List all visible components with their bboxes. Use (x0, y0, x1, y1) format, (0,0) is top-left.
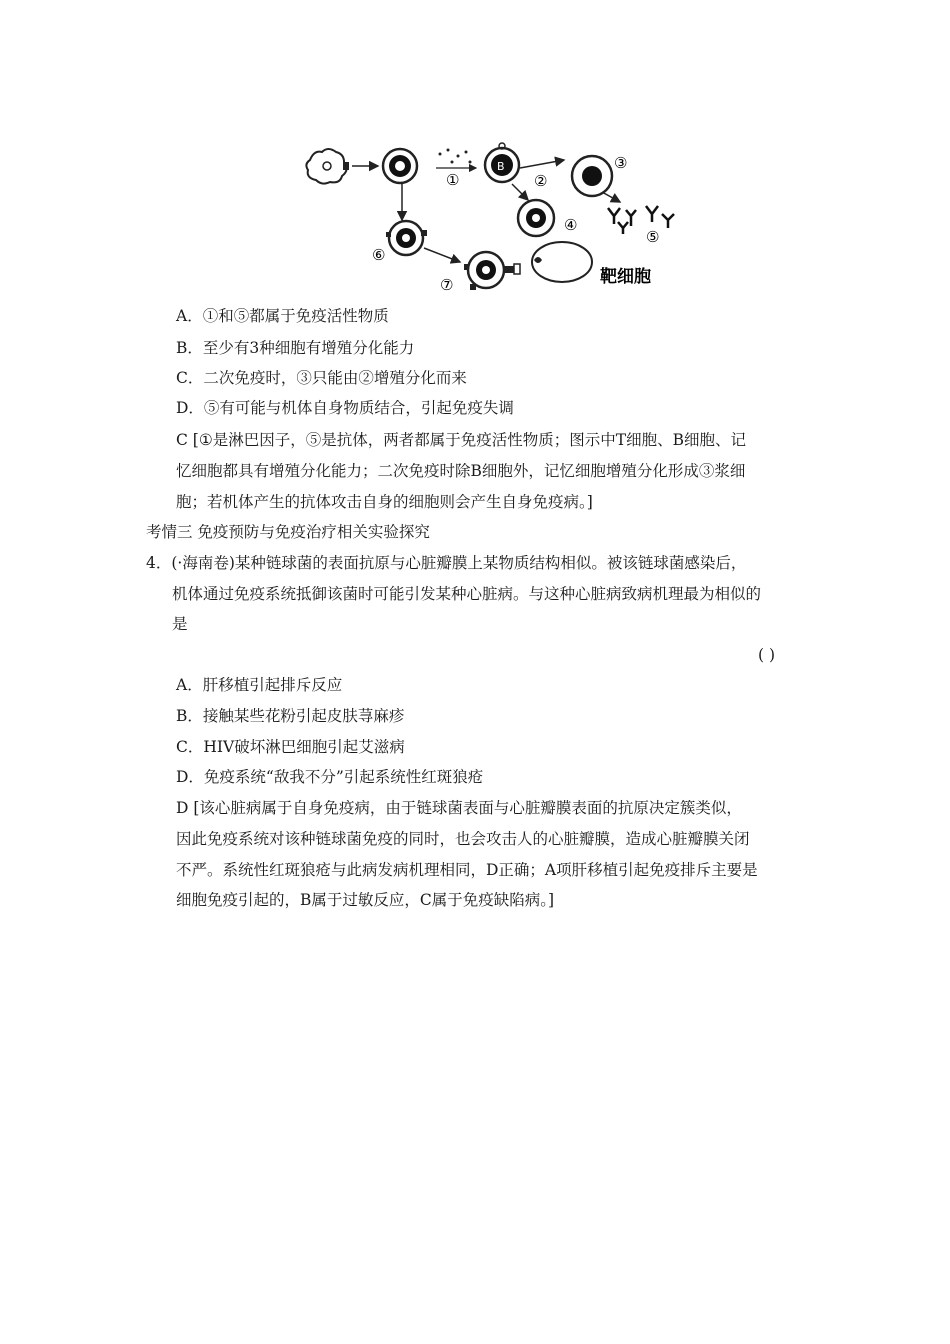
lymphokine-dots (439, 149, 472, 164)
arrow (602, 192, 620, 202)
label-2: ② (534, 172, 548, 190)
q4-stem-line-1: 4．(·海南卷)某种链球菌的表面抗原与心脏瓣膜上某物质结构相似。被该链球菌感染后， (146, 554, 747, 572)
q4-answer-line-4: 细胞免疫引起的，B属于过敏反应，C属于免疫缺陷病。] (176, 891, 555, 909)
q3-option-c: C．二次免疫时，③只能由②增殖分化而来 (176, 369, 467, 387)
q4-option-c: C．HIV破坏淋巴细胞引起艾滋病 (176, 738, 405, 756)
plasma-cell (572, 156, 612, 196)
q4-option-a: A．肝移植引起排斥反应 (176, 676, 343, 694)
q4-answer-line-2: 因此免疫系统对该种链球菌免疫的同时，也会攻击人的心脏瓣膜，造成心脏瓣膜关闭 (176, 830, 750, 848)
effector-t-cell-binding (464, 252, 520, 290)
label-1: ① (446, 171, 460, 189)
q4-option-b: B．接触某些花粉引起皮肤荨麻疹 (176, 707, 405, 725)
immune-response-diagram (300, 138, 690, 300)
q4-option-d: D．免疫系统“敌我不分”引起系统性红斑狼疮 (176, 768, 484, 786)
q3-option-d: D．⑤有可能与机体自身物质结合，引起免疫失调 (176, 399, 514, 417)
arrow (512, 184, 528, 200)
arrow (424, 248, 460, 262)
q4-stem-line-3: 是 (172, 615, 188, 633)
svg-text:B: B (497, 160, 505, 173)
target-cell (532, 242, 592, 282)
antigen-presenting-cell (306, 149, 349, 184)
label-7: ⑦ (440, 276, 454, 294)
answer-bracket: ( ) (758, 646, 776, 664)
target-cell-label: 靶细胞 (600, 267, 651, 287)
section-title: 考情三 免疫预防与免疫治疗相关实验探究 (146, 523, 430, 541)
label-4: ④ (564, 216, 578, 234)
b-cell (485, 143, 519, 182)
q3-option-b: B．至少有3种细胞有增殖分化能力 (176, 339, 415, 357)
q3-answer-line-1: C [①是淋巴因子，⑤是抗体，两者都属于免疫活性物质；图示中T细胞、B细胞、记 (176, 431, 746, 449)
q4-answer-line-3: 不严。系统性红斑狼疮与此病发病机理相同，D正确；A项肝移植引起免疫排斥主要是 (176, 861, 758, 879)
antibodies (608, 206, 674, 234)
effector-t-cell (386, 221, 427, 255)
label-6: ⑥ (372, 246, 386, 264)
memory-b-cell (518, 200, 554, 236)
q4-answer-line-1: D [该心脏病属于自身免疫病，由于链球菌表面与心脏瓣膜表面的抗原决定簇类似， (176, 799, 742, 817)
q4-stem-line-2: 机体通过免疫系统抵御该菌时可能引发某种心脏病。与这种心脏病致病机理最为相似的 (172, 585, 762, 603)
label-5: ⑤ (646, 228, 660, 246)
q3-answer-line-2: 忆细胞都具有增殖分化能力；二次免疫时除B细胞外，记忆细胞增殖分化形成③浆细 (176, 462, 746, 480)
q3-answer-line-3: 胞；若机体产生的抗体攻击自身的细胞则会产生自身免疫病。] (176, 493, 593, 511)
arrow (520, 160, 564, 168)
label-3: ③ (614, 154, 628, 172)
q3-option-a: A．①和⑤都属于免疫活性物质 (176, 307, 389, 325)
t-cell (383, 149, 417, 183)
